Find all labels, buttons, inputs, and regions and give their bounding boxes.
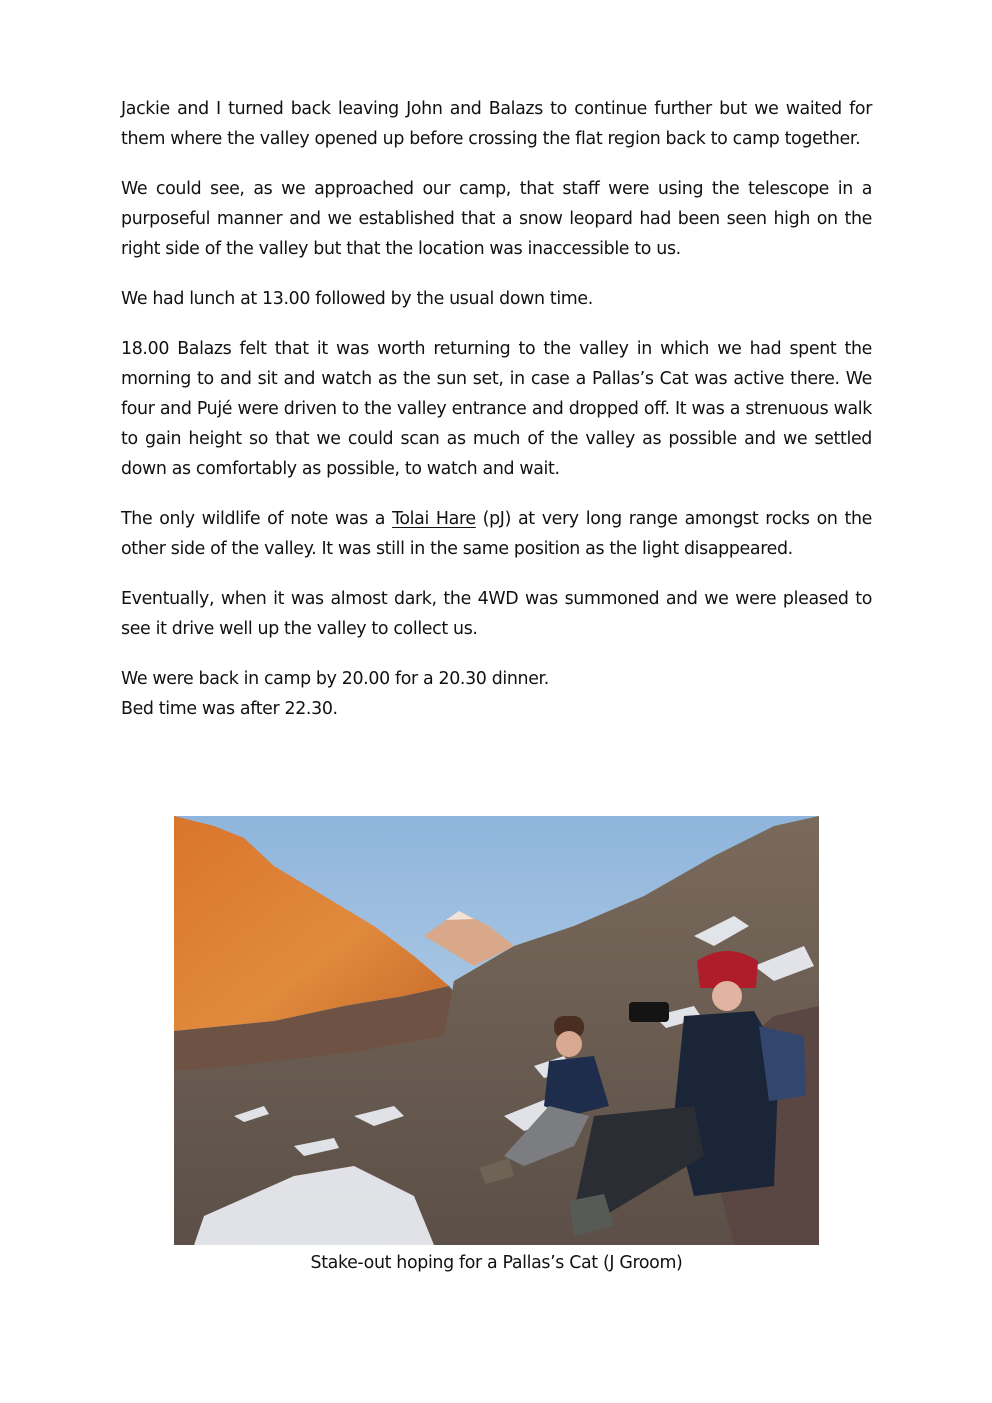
- paragraph-4: 18.00 Balazs felt that it was worth returning to the valley in which we had spent the morning to and sit and watch as the sun set, in case a Pallas’s Cat was active there. We four and Pujé were driven to the valley entrance and dropped off. It was a strenuous walk to gain height so that we could scan as much of the valley as possible and we settled down as comfortably as possible, to watch and wait.: [121, 339, 872, 479]
- paragraph-2: We could see, as we approached our camp, that staff were using the telescope in a purposeful manner and we established that a snow leopard had been seen high on the right side of the valley but that the location was inaccessible to us.: [121, 179, 872, 259]
- paragraph-5-after: (pJ) at very long range amongst rocks on the other side of the valley. It was still in the same position as the light disappeared.: [121, 509, 873, 559]
- photo-stake-out: [174, 816, 819, 1245]
- paragraph-1: Jackie and I turned back leaving John and Balazs to continue further but we waited for them where the valley opened up before crossing the flat region back to camp together.: [121, 99, 872, 149]
- paragraph-3: We had lunch at 13.00 followed by the usual down time.: [121, 289, 593, 309]
- paragraph-7-line-1: We were back in camp by 20.00 for a 20.30 dinner.: [121, 669, 549, 689]
- photo-illustration: [174, 816, 819, 1245]
- paragraph-5: [121, 504, 872, 564]
- paragraph-7-line-2: Bed time was after 22.30.: [121, 699, 338, 719]
- tolai-hare-link[interactable]: Tolai Hare: [392, 509, 476, 529]
- photo-caption: Stake-out hoping for a Pallas’s Cat (J Groom): [310, 1253, 683, 1273]
- body-text: [121, 94, 872, 724]
- paragraph-7: [121, 664, 872, 724]
- paragraph-5-before: The only wildlife of note was a: [121, 509, 393, 529]
- camera: [629, 1002, 669, 1022]
- paragraph-6: Eventually, when it was almost dark, the 4WD was summoned and we were pleased to see it drive well up the valley to collect us.: [121, 589, 872, 639]
